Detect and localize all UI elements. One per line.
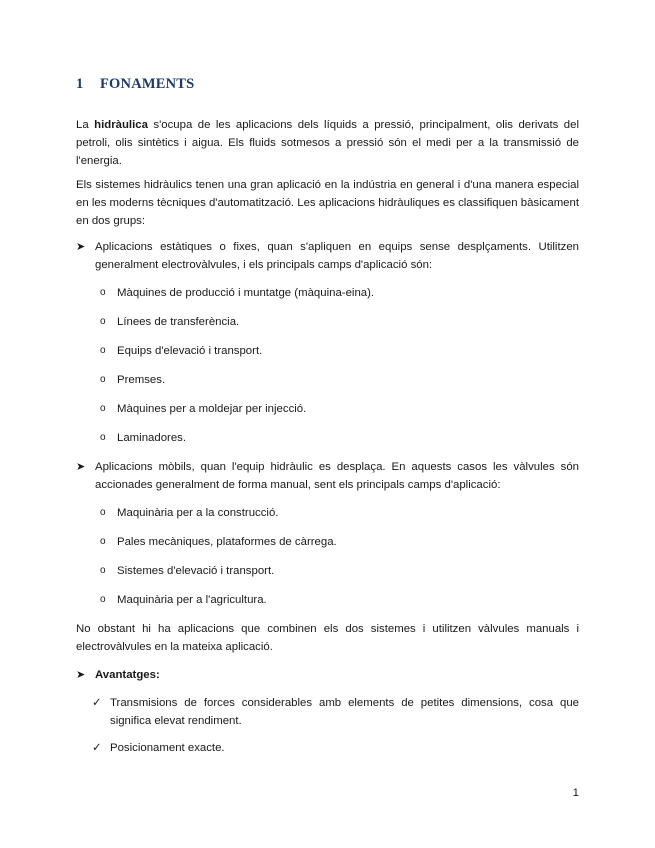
circle-bullet-icon: o xyxy=(100,432,106,443)
circle-bullet-icon: o xyxy=(100,287,106,298)
intro-bold-term: hidràulica xyxy=(94,119,148,131)
list-item: o Equips d'elevació i transport. xyxy=(96,342,579,360)
list-item: o Màquines per a moldejar per injecció. xyxy=(96,400,579,418)
paragraph-3: No obstant hi ha aplicacions que combinen els dos sistemes i utilitzen vàlvules manuals i electrovàlvules en la mateixa aplicació. xyxy=(76,623,579,653)
advantages-heading xyxy=(76,666,579,684)
circle-bullet-icon: o xyxy=(100,374,106,385)
page-number: 1 xyxy=(572,787,579,799)
circle-bullet-icon: o xyxy=(100,507,106,518)
intro-post: s'ocupa de les aplicacions dels líquids a pressió, principalment, olis derivats del petroli, olis sintètics i aigua. Els fluids sotmesos a pressió són el medi per a la transmissió de l'energia. xyxy=(76,119,579,167)
arrow-bullet-icon: ➤ xyxy=(76,669,86,681)
check-icon: ✓ xyxy=(92,742,102,754)
arrow-bullet-icon: ➤ xyxy=(76,461,86,473)
list-item: o Laminadores. xyxy=(96,429,579,447)
group1-bullet xyxy=(76,238,579,274)
section-title: FONAMENTS xyxy=(100,76,195,92)
circle-bullet-icon: o xyxy=(100,565,106,576)
group2-bullet xyxy=(76,458,579,494)
list-item: o Pales mecàniques, plataformes de càrrega. xyxy=(96,533,579,551)
circle-bullet-icon: o xyxy=(100,594,106,605)
advantages-title: Avantatges: xyxy=(95,669,160,681)
list-item: ✓ Posicionament exacte. xyxy=(92,739,579,757)
list-item: ✓ Transmisions de forces considerables amb elements de petites dimensions, cosa que significa elevat rendiment. xyxy=(92,694,579,730)
intro-paragraph xyxy=(76,116,579,170)
check-icon: ✓ xyxy=(92,697,102,709)
arrow-bullet-icon: ➤ xyxy=(76,241,86,253)
list-item: o Premses. xyxy=(96,371,579,389)
intro-pre: La xyxy=(76,119,95,131)
list-item: o Maquinària per a l'agricultura. xyxy=(96,591,579,609)
list-item: o Línees de transferència. xyxy=(96,313,579,331)
section-heading xyxy=(76,76,194,93)
circle-bullet-icon: o xyxy=(100,403,106,414)
group2-text: Aplicacions mòbils, quan l'equip hidràulic es desplaça. En aquests casos les vàlvules són accionades generalment de forma manual, sent els principals camps d'aplicació: xyxy=(95,461,579,491)
circle-bullet-icon: o xyxy=(100,536,106,547)
paragraph-2: Els sistemes hidràulics tenen una gran aplicació en la indústria en general i d'una manera especial en les moderns tècniques d'automatització. Les aplicacions hidràuliques es classifiquen bàsicament en dos grups: xyxy=(76,179,580,227)
list-item: o Maquinària per a la construcció. xyxy=(96,504,579,522)
list-item: o Sistemes d'elevació i transport. xyxy=(96,562,579,580)
circle-bullet-icon: o xyxy=(100,345,106,356)
list-item: o Màquines de producció i muntatge (màquina-eina). xyxy=(96,284,579,302)
group1-text: Aplicacions estàtiques o fixes, quan s'apliquen en equips sense desplçaments. Utilitzen generalment electrovàlvules, i els principals camps d'aplicació són: xyxy=(95,241,579,271)
section-number: 1 xyxy=(76,76,84,92)
circle-bullet-icon: o xyxy=(100,316,106,327)
